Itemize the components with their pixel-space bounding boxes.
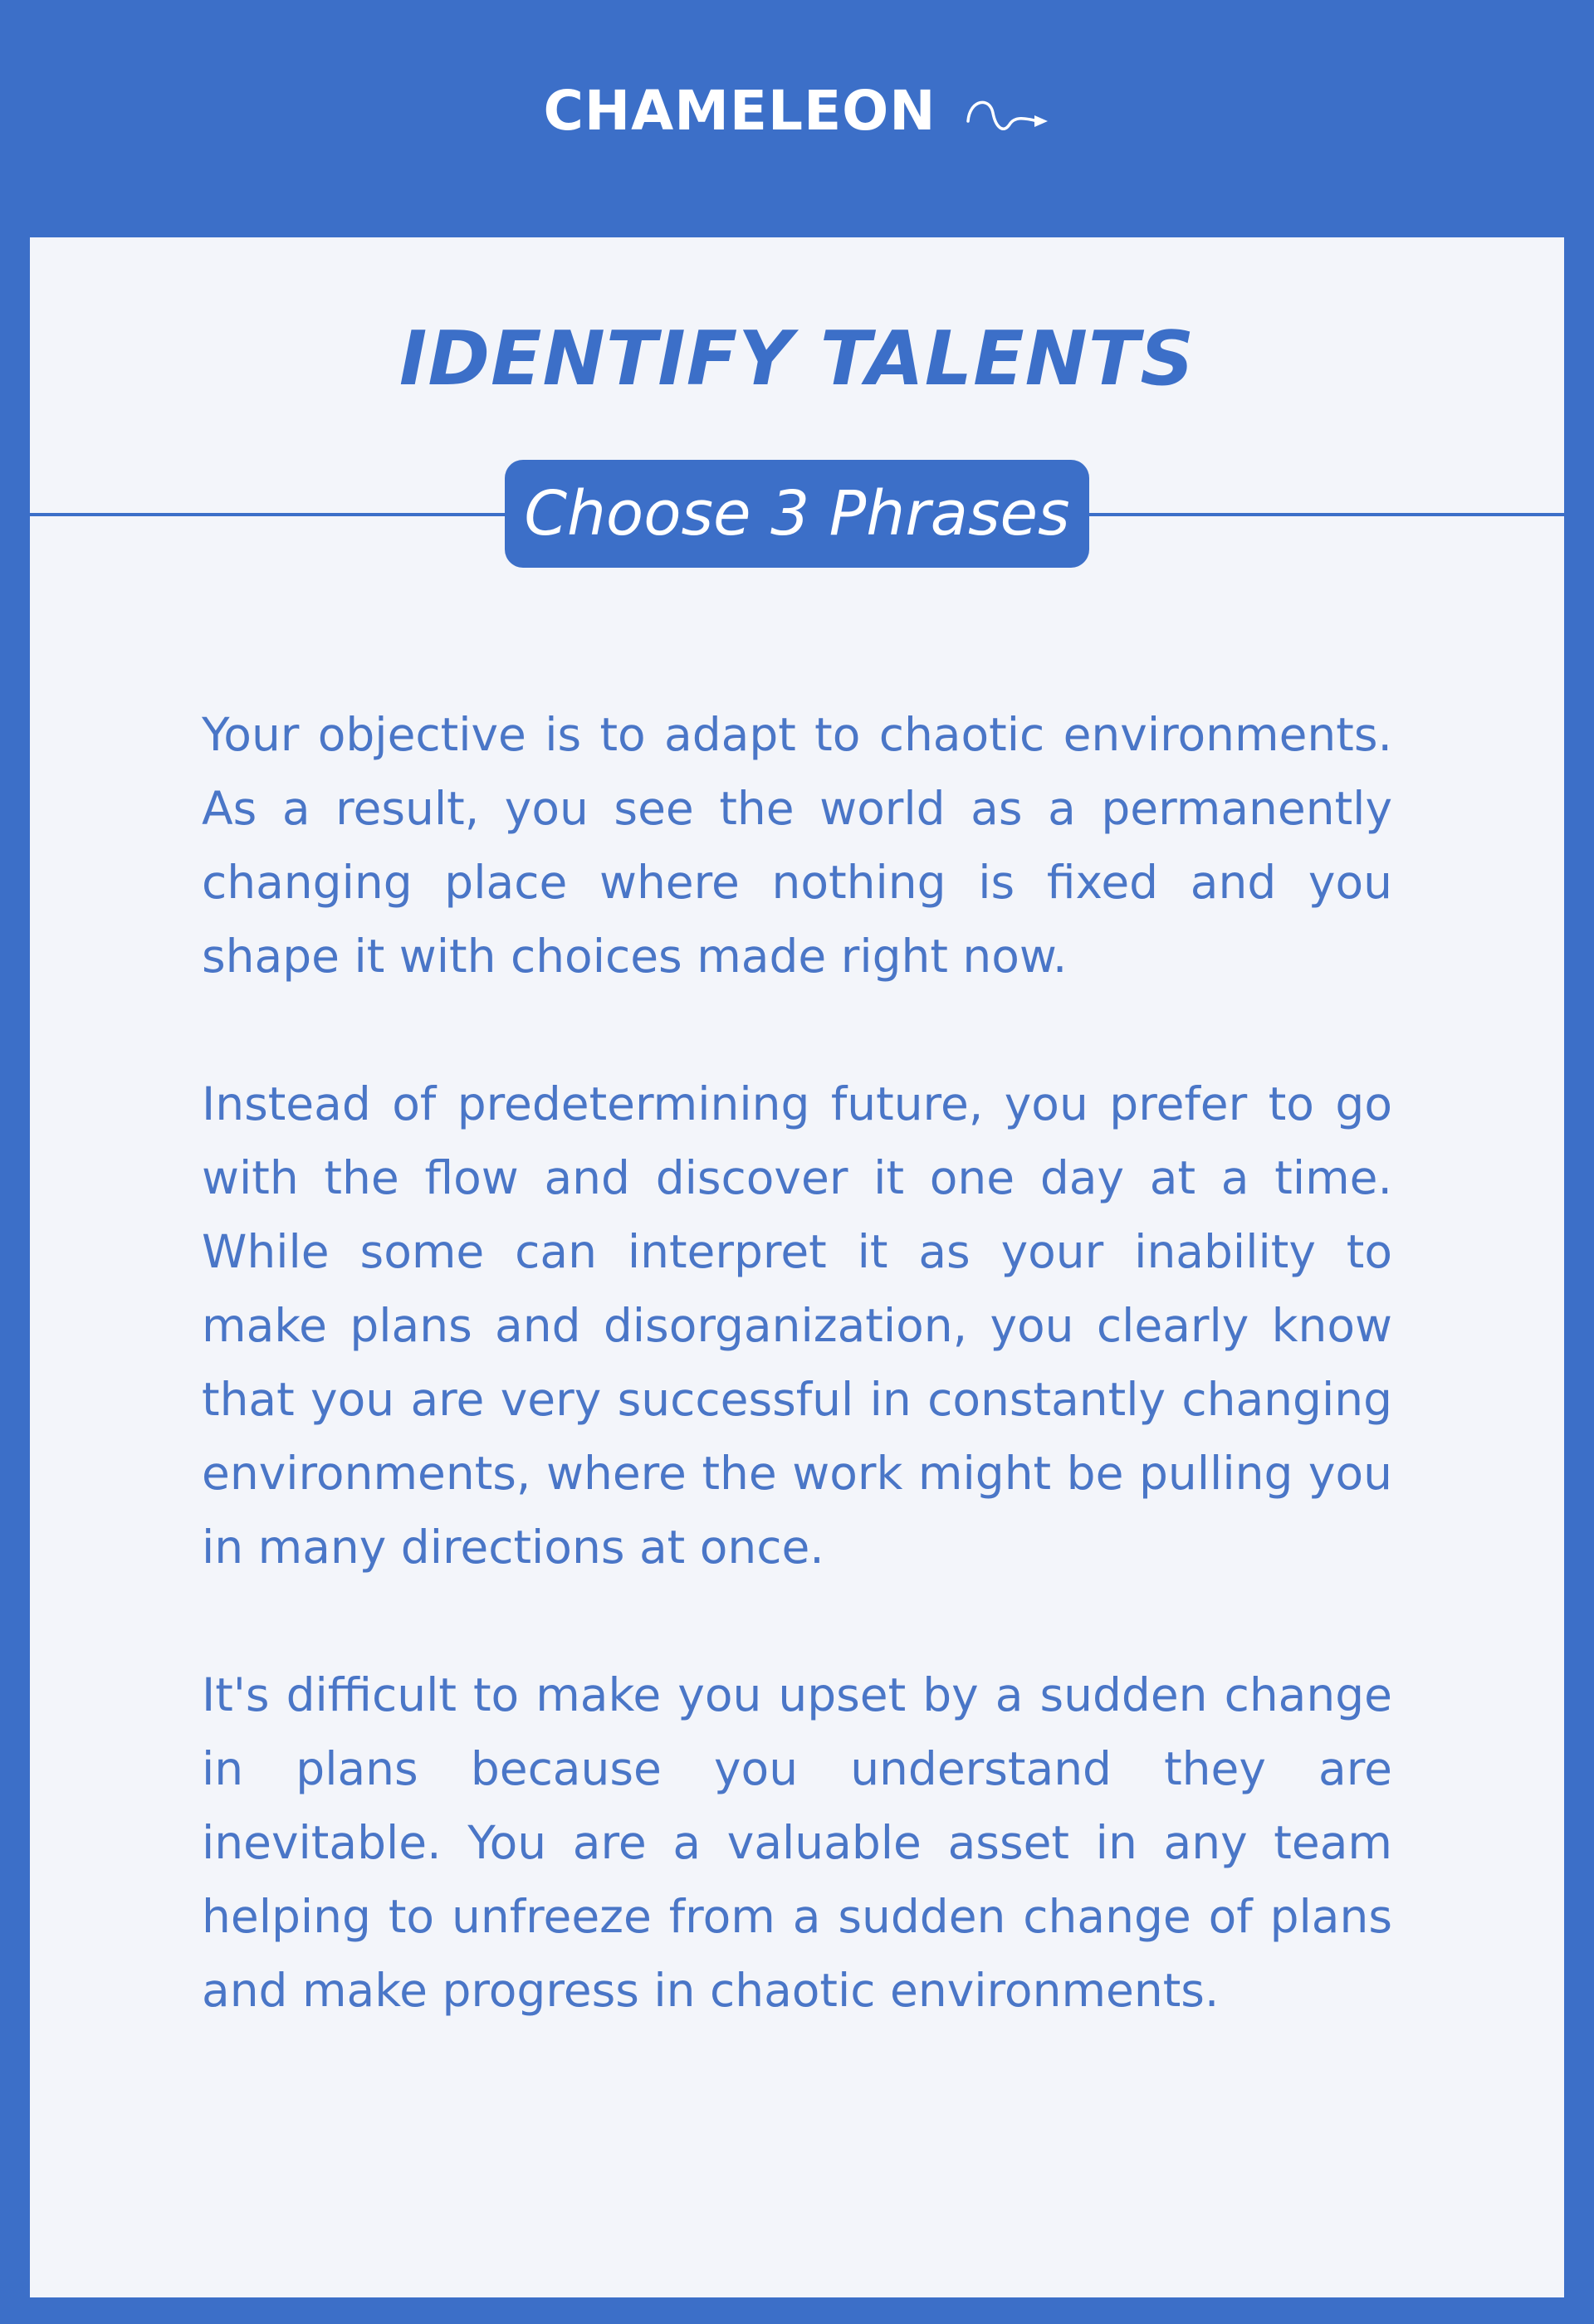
paragraph: It's difficult to make you upset by a sudden change in plans because you understand they are inevitable. You are a valuable asset in any team helping to unfreeze from a sudden change of plans and make progress in chaotic environments. [202,1668,1392,2017]
card-title: IDENTIFY TALENTS [398,315,1196,403]
paragraph: Instead of predetermining future, you prefer to go with the flow and discover it one day at a time. While some can interpret it as your inability to make plans and disorganization, you clearly know that you are very successful in constantly changing environments, where the work might be pulling you in many directions at once. [202,1077,1392,1574]
choose-phrases-badge: Choose 3 Phrases [505,460,1089,568]
squiggle-arrow-icon [965,88,1051,141]
brand-name: CHAMELEON [543,78,936,143]
talent-card [30,237,1564,2297]
header [0,0,1594,237]
paragraph: Your objective is to adapt to chaotic environments. As a result, you see the world as a permanently changing place where nothing is fixed and you shape it with choices made right now. [202,708,1392,983]
description-text [202,698,1392,2028]
brand [544,79,1051,143]
